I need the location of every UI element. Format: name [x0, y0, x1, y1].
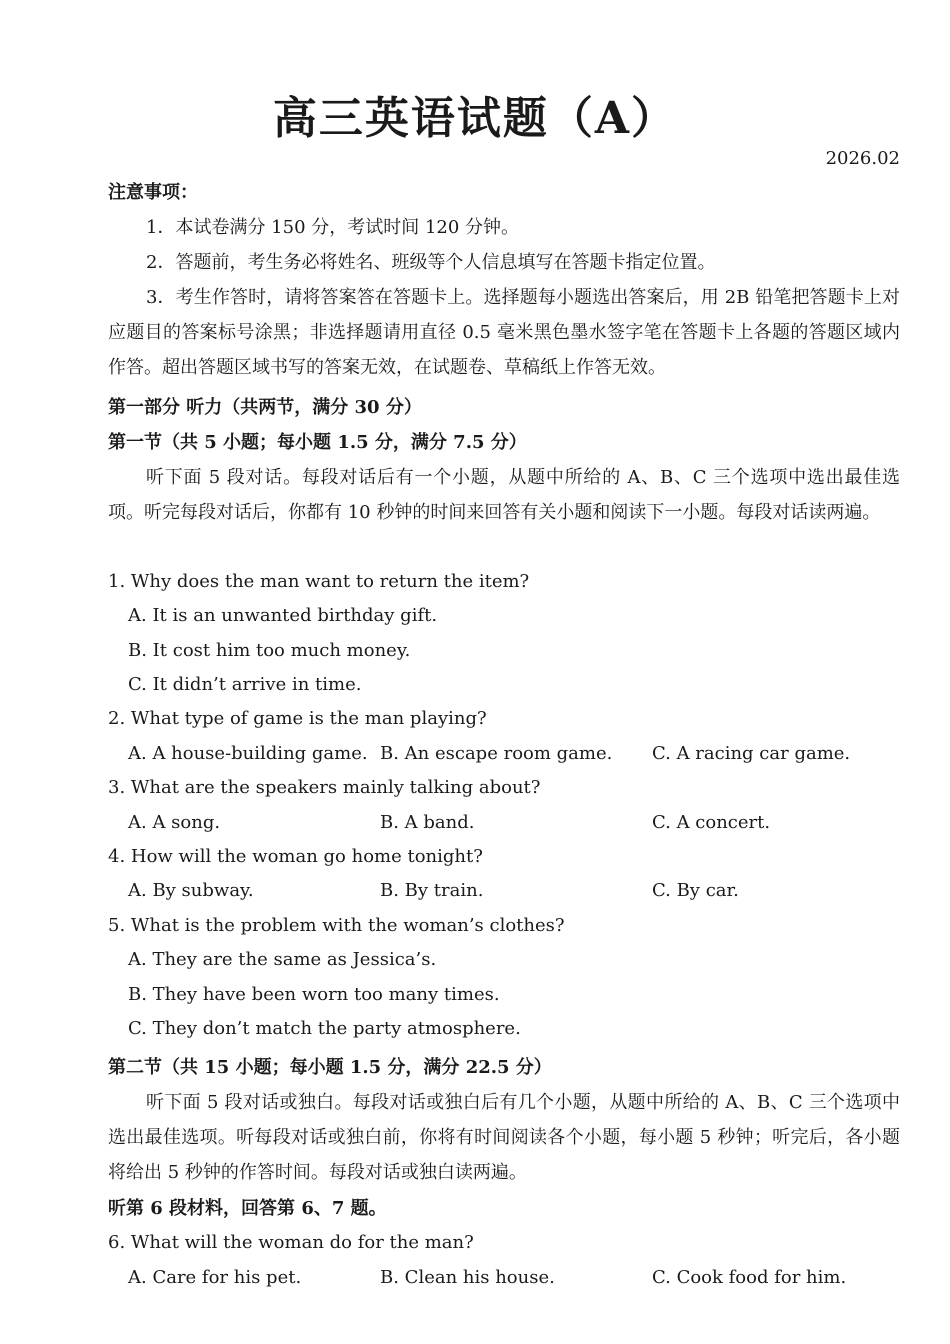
exam-date: 2026.02 — [825, 148, 900, 169]
option-b: B. A band. — [380, 812, 475, 833]
option-c: C. They don’t match the party atmosphere. — [128, 1018, 521, 1039]
notice-heading: 注意事项： — [108, 182, 198, 203]
option-b: B. It cost him too much money. — [128, 640, 411, 661]
option-c: C. By car. — [652, 880, 739, 901]
option-c: C. It didn’t arrive in time. — [128, 674, 362, 695]
option-c: C. Cook food for him. — [652, 1267, 847, 1288]
page-title: 高三英语试题（A） — [272, 93, 678, 144]
section1-heading: 第一节（共 5 小题；每小题 1.5 分，满分 7.5 分） — [108, 432, 527, 453]
question-2: 2. What type of game is the man playing? — [108, 708, 487, 729]
option-a: A. It is an unwanted birthday gift. — [128, 605, 438, 626]
option-b: B. They have been worn too many times. — [128, 984, 500, 1005]
option-b: B. Clean his house. — [380, 1267, 555, 1288]
question-4: 4. How will the woman go home tonight? — [108, 846, 483, 867]
section2-heading: 第二节（共 15 小题；每小题 1.5 分，满分 22.5 分） — [108, 1057, 552, 1078]
question-1: 1. Why does the man want to return the item? — [108, 571, 530, 592]
option-a: A. Care for his pet. — [128, 1267, 302, 1288]
notice-item: 1．本试卷满分 150 分，考试时间 120 分钟。 — [146, 217, 520, 238]
option-b: B. An escape room game. — [380, 743, 613, 764]
notice-item: 3．考生作答时，请将答案答在答题卡上。选择题每小题选出答案后，用 2B 铅笔把答题卡上对应题目的答案标号涂黑；非选择题请用直径 0.5 毫米黑色墨水签字笔在答题卡上各题的答题区域内作答。超出答题区域书写的答案无效，在试题卷、草稿纸上作答无效。 — [108, 287, 900, 378]
option-c: C. A racing car game. — [652, 743, 851, 764]
section1-instructions: 听下面 5 段对话。每段对话后有一个小题，从题中所给的 A、B、C 三个选项中选出最佳选项。听完每段对话后，你都有 10 秒钟的时间来回答有关小题和阅读下一小题。每段对话读两遍。 — [108, 467, 900, 523]
option-a: A. A song. — [128, 812, 221, 833]
part1-heading: 第一部分 听力（共两节，满分 30 分） — [108, 397, 422, 418]
option-a: A. A house-building game. — [128, 743, 368, 764]
option-b: B. By train. — [380, 880, 484, 901]
section2-instructions: 听下面 5 段对话或独白。每段对话或独白后有几个小题，从题中所给的 A、B、C 三个选项中选出最佳选项。听每段对话或独白前，你将有时间阅读各个小题，每小题 5 秒钟；听完后，各小题将给出 5 秒钟的作答时间。每段对话或独白读两遍。 — [108, 1092, 900, 1183]
notice-item: 2．答题前，考生务必将姓名、班级等个人信息填写在答题卡指定位置。 — [146, 252, 716, 273]
question-6: 6. What will the woman do for the man? — [108, 1232, 474, 1253]
question-5: 5. What is the problem with the woman’s clothes? — [108, 915, 565, 936]
question-3: 3. What are the speakers mainly talking about? — [108, 777, 541, 798]
option-c: C. A concert. — [652, 812, 771, 833]
material-6-heading: 听第 6 段材料，回答第 6、7 题。 — [108, 1198, 387, 1219]
option-a: A. They are the same as Jessica’s. — [128, 949, 437, 970]
option-a: A. By subway. — [128, 880, 254, 901]
